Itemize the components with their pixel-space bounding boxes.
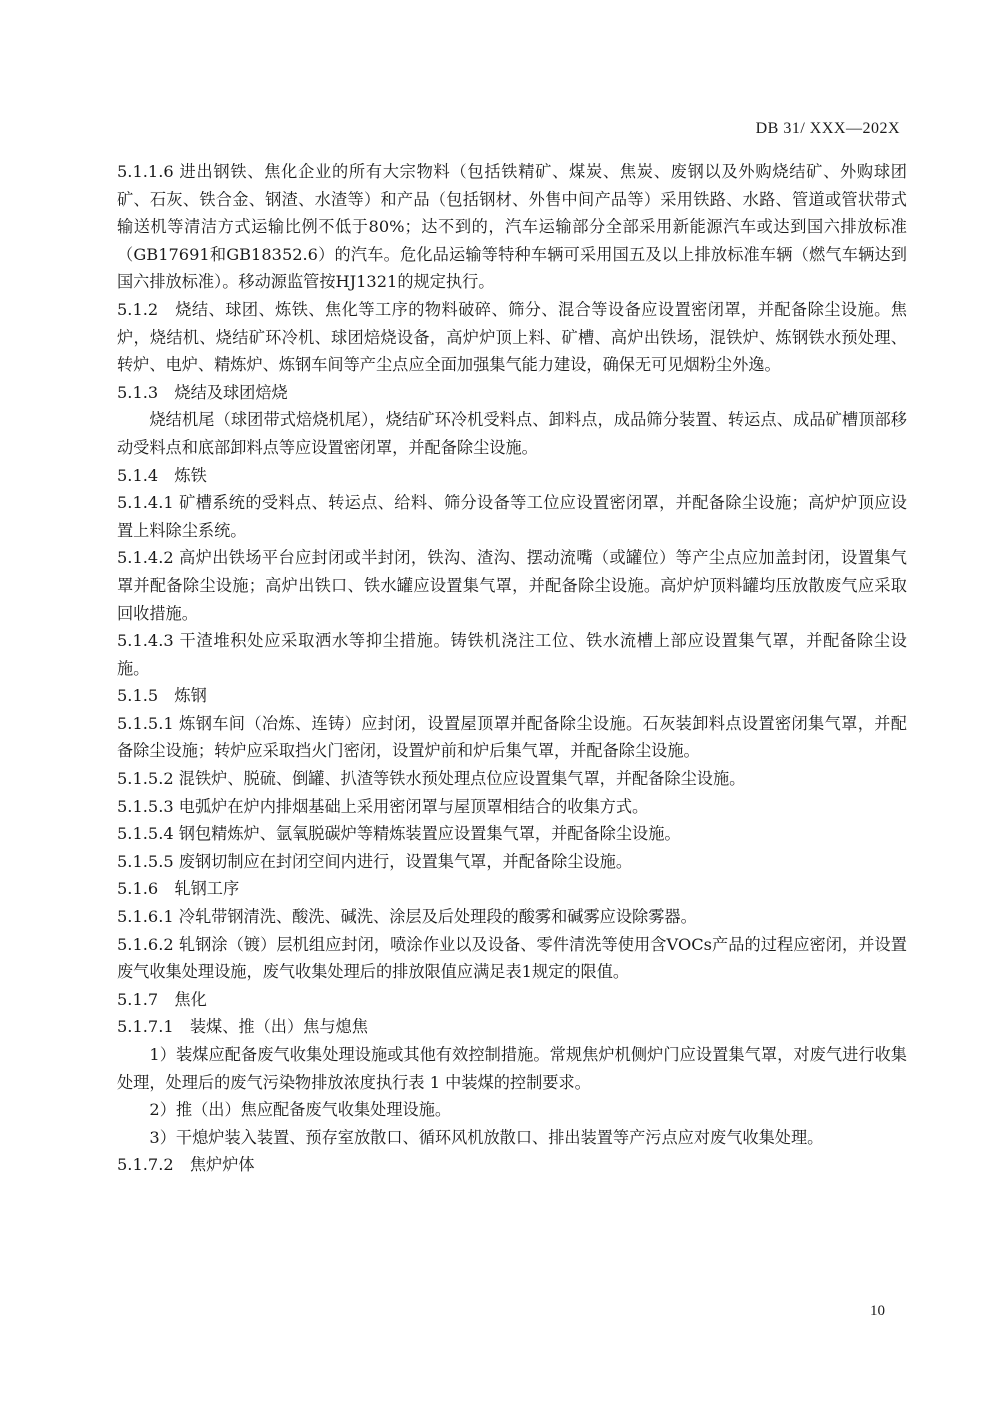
page-number: 10 <box>870 1303 885 1319</box>
clause-5-1-5-2: 5.1.5.2 混铁炉、脱硫、倒罐、扒渣等铁水预处理点位应设置集气罩，并配备除尘设施。 <box>117 769 746 789</box>
section-heading-5-1-7: 5.1.7 焦化 <box>117 989 207 1009</box>
clause-5-1-7-1: 5.1.7.1 装煤、推（出）焦与熄焦 <box>117 1017 368 1037</box>
section-heading-5-1-5: 5.1.5 炼钢 <box>117 686 207 706</box>
clause-5-1-3-body: 烧结机尾（球团带式焙烧机尾），烧结矿环冷机受料点、卸料点，成品筛分装置、转运点、成品矿槽顶部移动受料点和底部卸料点等应设置密闭罩，并配备除尘设施。 <box>117 410 907 457</box>
clause-5-1-4-2: 5.1.4.2 高炉出铁场平台应封闭或半封闭，铁沟、渣沟、摆动流嘴（或罐位）等产尘点应加盖封闭，设置集气罩并配备除尘设施；高炉出铁口、铁水罐应设置集气罩，并配备除尘设施。高炉炉顶料罐均压放散废气应采取回收措施。 <box>117 548 907 623</box>
list-item-2: 2）推（出）焦应配备废气收集处理设施。 <box>149 1100 452 1120</box>
clause-5-1-5-4: 5.1.5.4 钢包精炼炉、氩氧脱碳炉等精炼装置应设置集气罩，并配备除尘设施。 <box>117 824 681 844</box>
clause-5-1-5-5: 5.1.5.5 废钢切制应在封闭空间内进行，设置集气罩，并配备除尘设施。 <box>117 851 633 871</box>
document-code: DB 31/ XXX—202X <box>755 120 900 137</box>
list-item-3: 3）干熄炉装入装置、预存室放散口、循环风机放散口、排出装置等产污点应对废气收集处理。 <box>149 1127 824 1147</box>
clause-5-1-4-1: 5.1.4.1 矿槽系统的受料点、转运点、给料、筛分设备等工位应设置密闭罩，并配备除尘设施；高炉炉顶应设置上料除尘系统。 <box>117 493 907 540</box>
clause-5-1-2: 5.1.2 烧结、球团、炼铁、焦化等工序的物料破碎、筛分、混合等设备应设置密闭罩，并配备除尘设施。焦炉，烧结机、烧结矿环冷机、球团焙烧设备，高炉炉顶上料、矿槽、高炉出铁场，混铁炉、炼钢铁水预处理、转炉、电炉、精炼炉、炼钢车间等产尘点应全面加强集气能力建设，确保无可见烟粉尘外逸。 <box>117 299 907 375</box>
section-heading-5-1-3: 5.1.3 烧结及球团焙烧 <box>117 382 288 402</box>
clause-5-1-6-1: 5.1.6.1 冷轧带钢清洗、酸洗、碱洗、涂层及后处理段的酸雾和碱雾应设除雾器。 <box>117 907 697 927</box>
clause-5-1-6-2: 5.1.6.2 轧钢涂（镀）层机组应封闭，喷涂作业以及设备、零件清洗等使用含VOCs产品的过程应密闭，并设置废气收集处理设施，废气收集处理后的排放限值应满足表1规定的限值。 <box>117 934 907 982</box>
clause-5-1-5-3: 5.1.5.3 电弧炉在炉内排烟基础上采用密闭罩与屋顶罩相结合的收集方式。 <box>117 796 649 816</box>
list-item-1: 1）装煤应配备废气收集处理设施或其他有效控制措施。常规焦炉机侧炉门应设置集气罩，对废气进行收集处理，处理后的废气污染物排放浓度执行表 1 中装煤的控制要求。 <box>117 1045 907 1092</box>
document-body <box>117 158 907 1179</box>
section-heading-5-1-4: 5.1.4 炼铁 <box>117 465 207 485</box>
clause-5-1-7-2: 5.1.7.2 焦炉炉体 <box>117 1155 255 1175</box>
clause-5-1-1-6: 5.1.1.6 进出钢铁、焦化企业的所有大宗物料（包括铁精矿、煤炭、焦炭、废钢以及外购烧结矿、外购球团矿、石灰、铁合金、钢渣、水渣等）和产品（包括钢材、外售中间产品等）采用铁路、水路、管道或管状带式输送机等清洁方式运输比例不低于80%；达不到的，汽车运输部分全部采用新能源汽车或达到国六排放标准（GB17691和GB18352.6）的汽车。危化品运输等特种车辆可采用国五及以上排放标准车辆（燃气车辆达到国六排放标准）。移动源监管按HJ1321的规定执行。 <box>117 162 907 292</box>
clause-5-1-4-3: 5.1.4.3 干渣堆积处应采取洒水等抑尘措施。铸铁机浇注工位、铁水流槽上部应设置集气罩，并配备除尘设施。 <box>117 631 907 678</box>
section-heading-5-1-6: 5.1.6 轧钢工序 <box>117 879 240 899</box>
clause-5-1-5-1: 5.1.5.1 炼钢车间（冶炼、连铸）应封闭，设置屋顶罩并配备除尘设施。石灰装卸料点设置密闭集气罩，并配备除尘设施；转炉应采取挡火门密闭，设置炉前和炉后集气罩，并配备除尘设施。 <box>117 713 907 761</box>
